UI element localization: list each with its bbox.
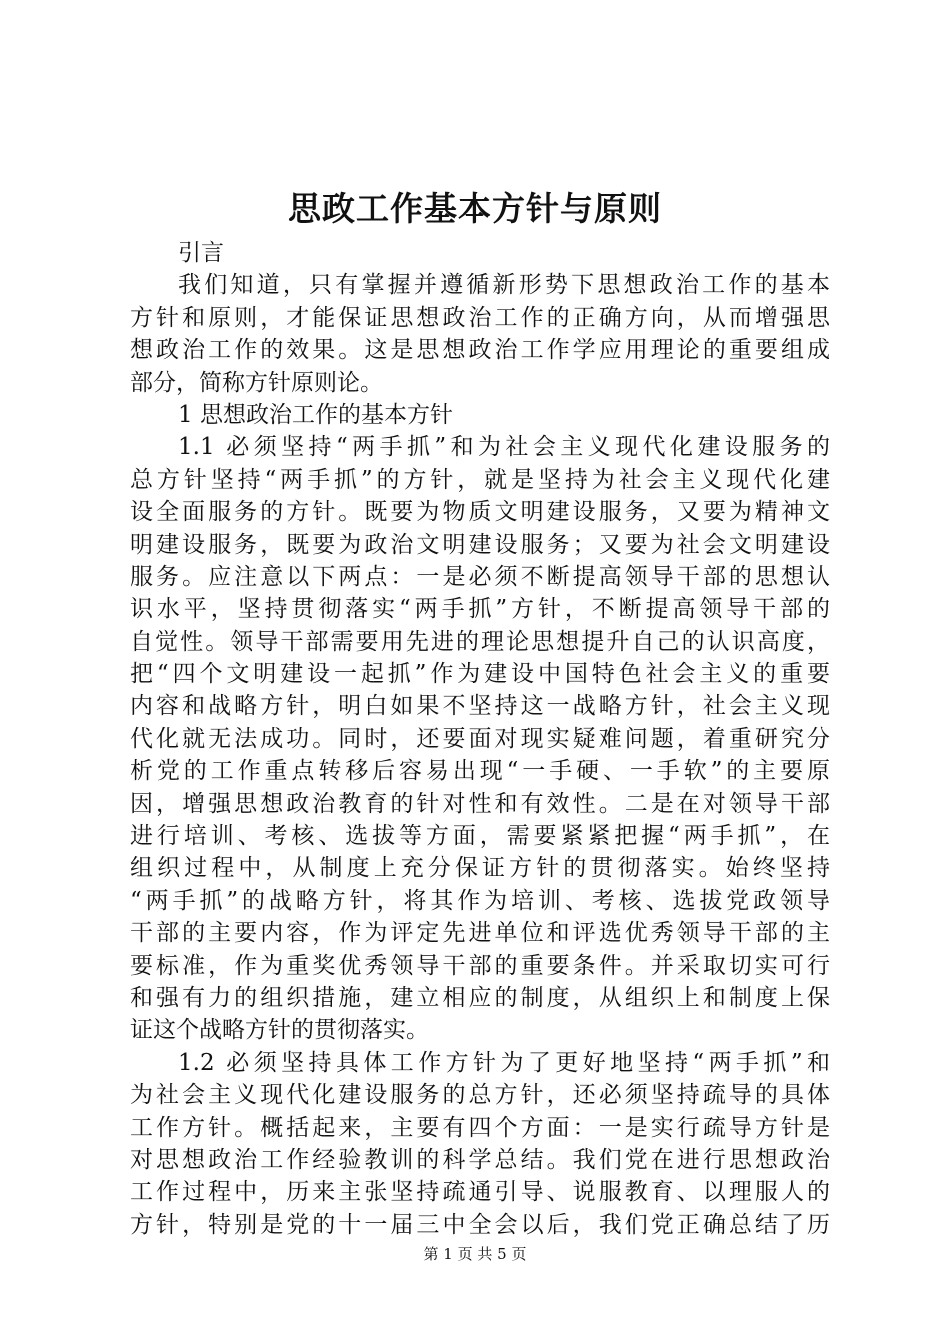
body-line: 工作方针。概括起来，主要有四个方面：一是实行疏导方针是 — [130, 1114, 830, 1141]
document-title: 思政工作基本方针与原则 — [288, 189, 662, 228]
body-line: 为社会主义现代化建设服务的总方针，还必须坚持疏导的具体 — [130, 1082, 830, 1109]
body-line: 服务。应注意以下两点：一是必须不断提高领导干部的思想认 — [130, 563, 830, 590]
body-line: 1.1 必须坚持“两手抓”和为社会主义现代化建设服务的 — [178, 434, 830, 461]
body-line: 总方针坚持“两手抓”的方针，就是坚持为社会主义现代化建 — [130, 466, 830, 493]
document-body — [130, 237, 830, 1241]
body-line: 要标准，作为重奖优秀领导干部的重要条件。并采取切实可行 — [130, 952, 830, 979]
body-line: 把“四个文明建设一起抓”作为建设中国特色社会主义的重要 — [130, 661, 830, 688]
body-line: 1 思想政治工作的基本方针 — [178, 401, 453, 428]
body-line: 因，增强思想政治教育的针对性和有效性。二是在对领导干部 — [130, 790, 830, 817]
body-line: 干部的主要内容，作为评定先进单位和评选优秀领导干部的主 — [130, 920, 830, 947]
body-line: 对思想政治工作经验教训的科学总结。我们党在进行思想政治 — [130, 1146, 830, 1173]
body-line: 明建设服务，既要为政治文明建设服务；又要为社会文明建设 — [130, 531, 830, 558]
body-line: 方针，特别是党的十一届三中全会以后，我们党正确总结了历 — [130, 1211, 830, 1238]
body-line: 1.2 必须坚持具体工作方针为了更好地坚持“两手抓”和 — [178, 1049, 830, 1076]
body-line: 部分，简称方针原则论。 — [130, 369, 383, 396]
body-line: 设全面服务的方针。既要为物质文明建设服务，又要为精神文 — [130, 499, 830, 526]
body-line: 引言 — [178, 240, 224, 266]
page-footer: 第 1 页 共 5 页 — [423, 1245, 527, 1263]
body-line: 工作过程中，历来主张坚持疏通引导、说服教育、以理服人的 — [130, 1179, 830, 1206]
body-line: 识水平，坚持贯彻落实“两手抓”方针，不断提高领导干部的 — [130, 596, 830, 623]
body-line: 代化就无法成功。同时，还要面对现实疑难问题，着重研究分 — [130, 725, 830, 752]
body-line: 析党的工作重点转移后容易出现“一手硬、一手软”的主要原 — [130, 758, 830, 785]
body-line: 想政治工作的效果。这是思想政治工作学应用理论的重要组成 — [130, 337, 830, 364]
body-line: 组织过程中，从制度上充分保证方针的贯彻落实。始终坚持 — [130, 855, 830, 882]
body-line: 自觉性。领导干部需要用先进的理论思想提升自己的认识高度， — [130, 628, 830, 655]
body-line: 证这个战略方针的贯彻落实。 — [130, 1017, 429, 1044]
body-line: 进行培训、考核、选拔等方面，需要紧紧把握“两手抓”，在 — [130, 823, 830, 850]
body-line: 和强有力的组织措施，建立相应的制度，从组织上和制度上保 — [130, 984, 830, 1011]
body-line: 方针和原则，才能保证思想政治工作的正确方向，从而增强思 — [130, 304, 830, 331]
body-line: 我们知道，只有掌握并遵循新形势下思想政治工作的基本 — [178, 272, 830, 299]
body-line: “两手抓”的战略方针，将其作为培训、考核、选拔党政领导 — [130, 887, 830, 914]
body-line: 内容和战略方针，明白如果不坚持这一战略方针，社会主义现 — [130, 693, 830, 720]
